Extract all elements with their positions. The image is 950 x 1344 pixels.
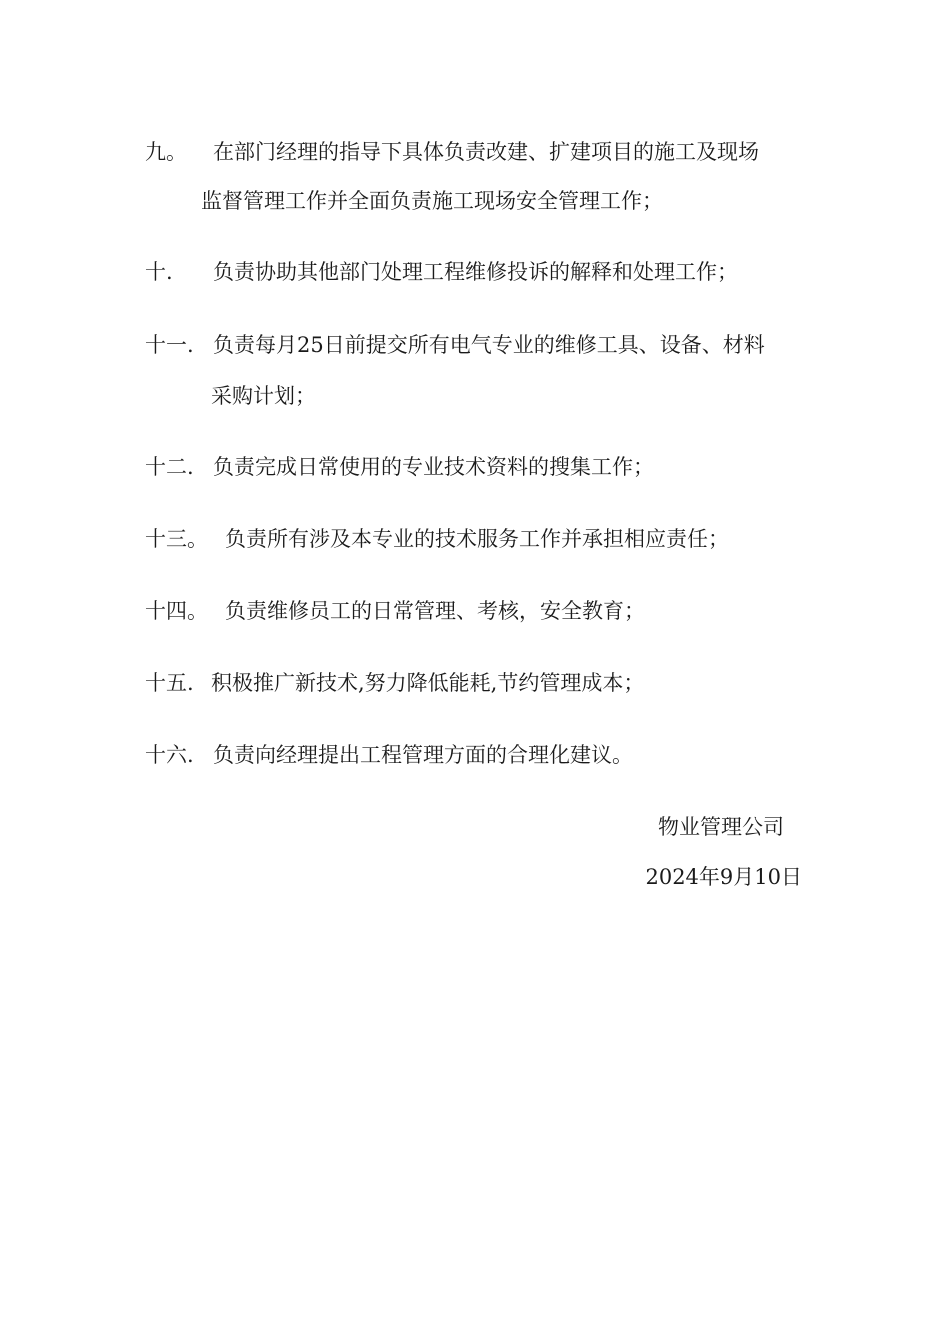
item-text: 负责所有涉及本专业的技术服务工作并承担相应责任； [225, 527, 729, 551]
item-continuation: 采购计划； [211, 384, 316, 408]
item-text: 负责每月25日前提交所有电气专业的维修工具、设备、材料 [213, 333, 765, 357]
item-text: 负责向经理提出工程管理方面的合理化建议。 [213, 743, 633, 767]
list-item-10 [145, 248, 738, 296]
item-number: 十五. [145, 671, 194, 695]
list-item-15 [145, 659, 644, 707]
item-number: 十一. [145, 333, 194, 357]
item-number: 十六. [145, 743, 194, 767]
item-text: 负责维修员工的日常管理、考核，安全教育； [225, 599, 645, 623]
item-continuation: 监督管理工作并全面负责施工现场安全管理工作； [201, 189, 663, 213]
list-item-11 [145, 321, 765, 369]
item-text: 在部门经理的指导下具体负责改建、扩建项目的施工及现场 [213, 140, 759, 164]
signature-company: 物业管理公司 [658, 815, 784, 839]
item-number: 十二. [145, 455, 194, 479]
item-number: 九。 [145, 140, 187, 164]
list-item-14 [145, 587, 645, 635]
item-text: 积极推广新技术,努力降低能耗,节约管理成本； [211, 671, 645, 695]
list-item-12 [145, 443, 654, 491]
list-item-9 [145, 128, 759, 176]
item-text: 负责完成日常使用的专业技术资料的搜集工作； [213, 455, 654, 479]
item-number: 十三。 [145, 527, 208, 551]
item-number: 十四。 [145, 599, 208, 623]
item-number: 十. [145, 260, 173, 284]
signature-date: 2024年9月10日 [645, 865, 802, 889]
list-item-16 [145, 731, 633, 779]
item-text: 负责协助其他部门处理工程维修投诉的解释和处理工作； [213, 260, 738, 284]
list-item-13 [145, 515, 729, 563]
